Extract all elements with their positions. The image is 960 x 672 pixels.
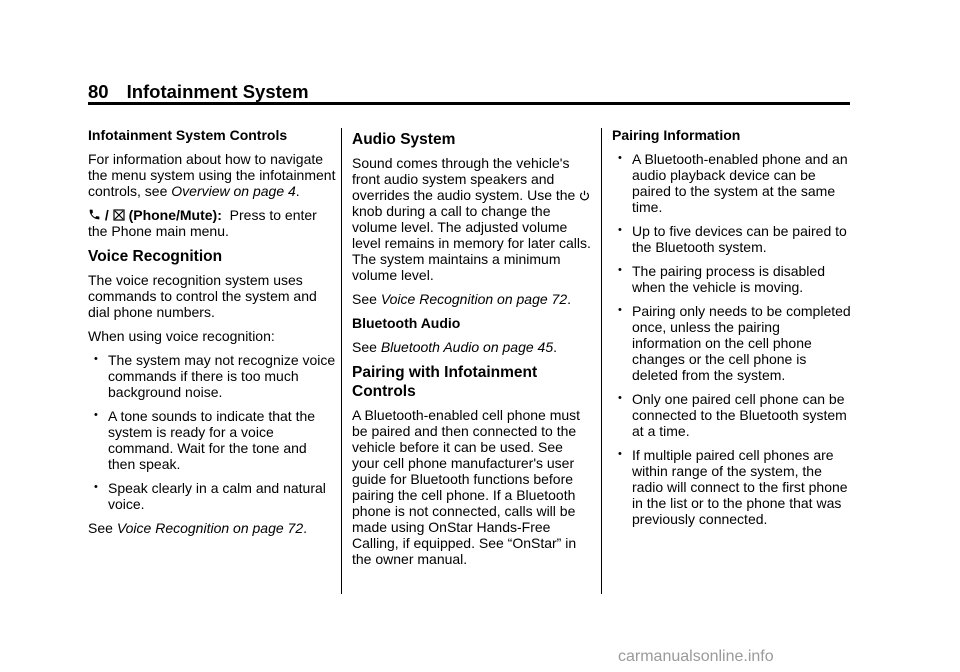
column-2 — [352, 127, 592, 575]
bluetooth-audio-heading: Bluetooth Audio — [352, 315, 461, 331]
list-item: • The system may not recognize voice commands if there is too much background noise. — [94, 352, 336, 400]
audio-see-paragraph: See Voice Recognition on page 72. — [352, 291, 571, 307]
voice-recognition-link[interactable]: Voice Recognition on page 72 — [380, 291, 568, 307]
audio-paragraph: Sound comes through the vehicle's front audio system speakers and overrides the audio system. Use the knob during a call to change the volume level. The adjusted volume level remains in memory for later calls. The system maintains a minimum volume level. — [352, 155, 591, 283]
section-title: Infotainment System — [126, 81, 309, 102]
phone-mute-label: (Phone/Mute): — [128, 207, 222, 223]
voice-intro: The voice recognition system uses commands to control the system and dial phone numbers. — [88, 272, 317, 320]
pairing-paragraph: A Bluetooth-enabled cell phone must be paired and then connected to the vehicle before it can be used. See your cell phone manufacturer's user guide for Bluetooth functions before pairing the cell phone. If a Bluetooth phone is not connected, calls will be made using OnStar Hands-Free Calling, if equipped. See “OnStar” in the owner manual. — [352, 407, 581, 567]
pairing-info-heading: Pairing Information — [612, 127, 741, 143]
bluetooth-see-paragraph: See Bluetooth Audio on page 45. — [352, 339, 557, 355]
audio-system-heading: Audio System — [352, 131, 456, 148]
list-item: • Only one paired cell phone can be connected to the Bluetooth system at a time. — [618, 391, 847, 439]
page-header — [88, 80, 850, 104]
controls-paragraph: For information about how to navigate the menu system using the infotainment controls, see Overview on page 4. — [88, 151, 336, 199]
overview-link[interactable]: Overview on page 4 — [171, 183, 296, 199]
phone-mute-paragraph: / (Phone/Mute): Press to enter the Phone main menu. — [88, 207, 317, 239]
phone-icon — [88, 208, 101, 221]
list-item: • Up to five devices can be paired to the Bluetooth system. — [618, 223, 847, 255]
list-item: • If multiple paired cell phones are within range of the system, the radio will connect to the first phone in the list or to the phone that was previously connected. — [618, 447, 848, 527]
voice-recognition-link[interactable]: Voice Recognition on page 72 — [116, 520, 304, 536]
list-item: • A tone sounds to indicate that the system is ready for a voice command. Wait for the tone and then speak. — [94, 408, 316, 472]
voice-see-paragraph: See Voice Recognition on page 72. — [88, 520, 307, 536]
column-1 — [88, 127, 336, 544]
mute-icon — [113, 209, 125, 221]
watermark: carmanualsonline.info — [618, 648, 774, 665]
bluetooth-audio-link[interactable]: Bluetooth Audio on page 45 — [380, 339, 554, 355]
pairing-bullet-list — [612, 151, 852, 527]
column-divider-1 — [341, 128, 342, 594]
controls-heading: Infotainment System Controls — [88, 127, 288, 143]
voice-lead: When using voice recognition: — [88, 328, 275, 344]
voice-recognition-heading: Voice Recognition — [88, 248, 223, 265]
pairing-heading: Pairing with Infotainment Controls — [352, 364, 538, 400]
header-rule — [88, 102, 850, 105]
page-number: 80 — [88, 81, 109, 102]
power-knob-icon — [579, 190, 590, 201]
list-item: • Speak clearly in a calm and natural voice. — [94, 480, 326, 512]
column-divider-2 — [601, 128, 602, 594]
list-item: • A Bluetooth-enabled phone and an audio playback device can be paired to the system at the same time. — [618, 151, 848, 215]
list-item: • Pairing only needs to be completed once, unless the pairing information on the cell phone changes or the cell phone is deleted from the system. — [618, 303, 851, 383]
column-3 — [612, 127, 852, 535]
voice-bullet-list — [88, 352, 336, 512]
list-item: • The pairing process is disabled when the vehicle is moving. — [618, 263, 825, 295]
